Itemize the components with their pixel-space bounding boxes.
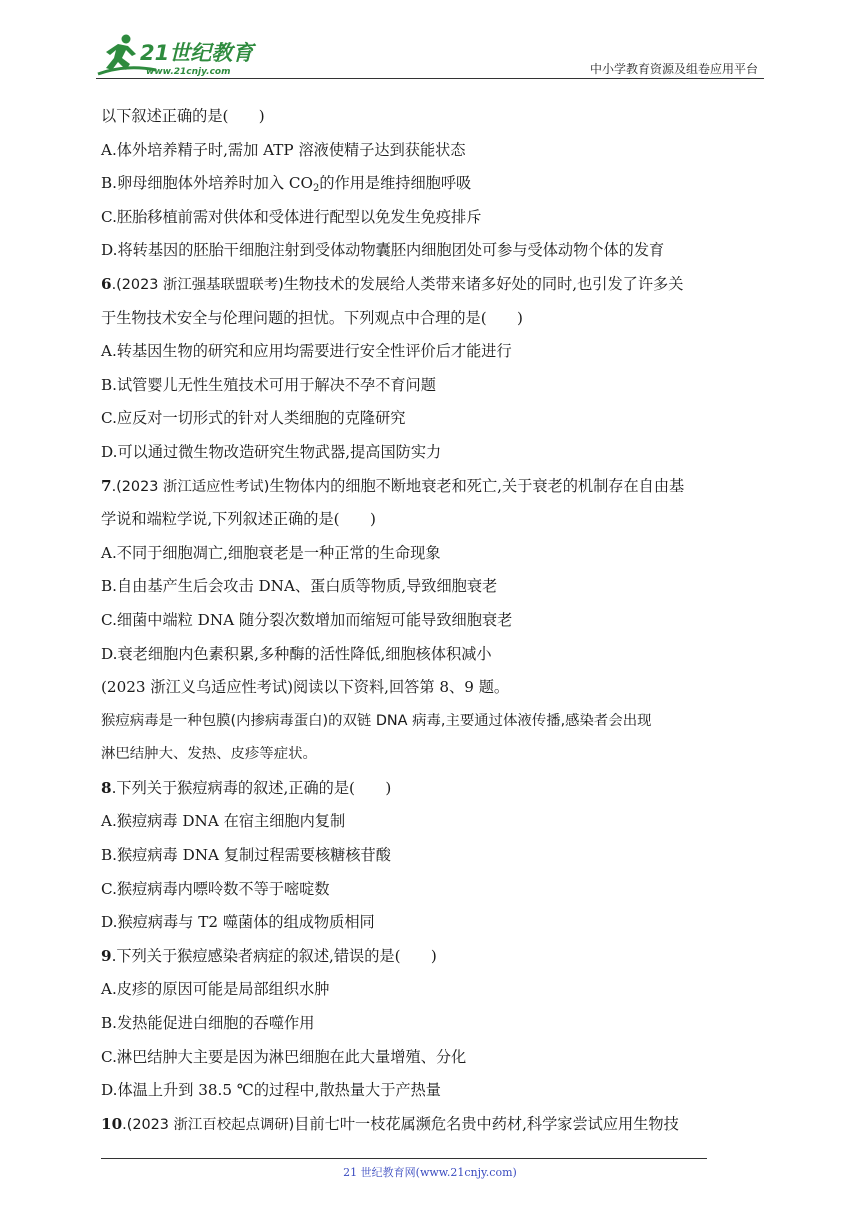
text-line: C.淋巴结肿大主要是因为淋巴细胞在此大量增殖、分化 [101,1047,467,1066]
question-number: 7 [101,476,112,495]
logo-21cnjy [96,30,266,78]
question-source: .(2023 浙江百校起点调研) [122,1116,295,1133]
text-line: C.细菌中端粒 DNA 随分裂次数增加而缩短可能导致细胞衰老 [101,610,513,629]
text-line: 学说和端粒学说,下列叙述正确的是( ) [101,510,376,529]
text-line: A.不同于细胞凋亡,细胞衰老是一种正常的生命现象 [101,543,441,562]
question-text: 目前七叶一枝花属濒危名贵中药材,科学家尝试应用生物技 [294,1114,679,1133]
text-line: B.发热能促进白细胞的吞噬作用 [101,1014,315,1033]
text-line: A.体外培养精子时,需加 ATP 溶液使精子达到获能状态 [101,140,466,159]
text-line [101,1108,771,1142]
text-line: C.胚胎移植前需对供体和受体进行配型以免发生免疫排斥 [101,207,482,226]
logo-sub-text: www.21cnjy.com [146,67,231,77]
option-line: B.卵母细胞体外培养时加入 $CO_2$的作用是维持细胞呼吸 [101,174,472,195]
text-line: D.可以通过微生物改造研究生物武器,提高国防实力 [101,442,442,461]
text-line: A.转基因生物的研究和应用均需要进行安全性评价后才能进行 [101,342,512,361]
logo-main-text: 21世纪教育 [140,41,254,65]
text-line: D.体温上升到 38.5 ℃的过程中,散热量大于产热量 [101,1081,441,1100]
question-text: .下列关于猴痘感染者病症的叙述,错误的是( ) [111,946,437,965]
text-line: B.试管婴儿无性生殖技术可用于解决不孕不育问题 [101,375,436,394]
question-number: 9 [101,946,112,965]
question-text: 生物技术的发展给人类带来诸多好处的同时,也引发了许多关 [283,274,684,293]
text-line: D.猴痘病毒与 T2 噬菌体的组成物质相同 [101,913,375,932]
question-number: 8 [101,778,112,797]
question-number: 10 [101,1114,123,1133]
text-line: C.应反对一切形式的针对人类细胞的克隆研究 [101,409,406,428]
text-line [101,268,771,302]
footer-divider [101,1158,707,1159]
question-text: 生物体内的细胞不断地衰老和死亡,关于衰老的机制存在自由基 [269,476,685,495]
text-line: (2023 浙江义乌适应性考试)阅读以下资料,回答第 8、9 题。 [101,678,510,697]
text-line: B.自由基产生后会攻击 DNA、蛋白质等物质,导致细胞衰老 [101,577,498,596]
text-line: A.皮疹的原因可能是局部组织水肿 [101,980,330,999]
footer-text[interactable]: 21 世纪教育网(www.21cnjy.com) [343,1166,517,1179]
text-line [101,470,771,504]
platform-text: 中小学教育资源及组卷应用平台 [589,62,758,76]
text-line: C.猴痘病毒内嘌呤数不等于嘧啶数 [101,879,330,898]
passage-line: 淋巴结肿大、发热、皮疹等症状。 [101,746,317,763]
text-line [101,772,771,806]
question-source: .(2023 浙江适应性考试) [111,478,270,495]
text-line: D.将转基因的胚胎干细胞注射到受体动物囊胚内细胞团处可参与受体动物个体的发育 [101,241,665,260]
header-divider [96,78,764,79]
question-text: .下列关于猴痘病毒的叙述,正确的是( ) [111,778,392,797]
text-line: 以下叙述正确的是( ) [101,107,265,125]
text-line: D.衰老细胞内色素积累,多种酶的活性降低,细胞核体积减小 [101,644,492,663]
page-header [96,30,764,80]
text-line: A.猴痘病毒 DNA 在宿主细胞内复制 [101,812,346,831]
text-line [101,940,771,974]
exam-content [101,100,771,1141]
question-number: 6 [101,274,112,293]
text-line: B.猴痘病毒 DNA 复制过程需要核糖核苷酸 [101,846,391,865]
text-line: 于生物技术安全与伦理问题的担忧。下列观点中合理的是( ) [101,308,523,327]
passage-line: 猴痘病毒是一种包膜(内掺病毒蛋白)的双链 DNA 病毒,主要通过体液传播,感染者会出现 [101,712,652,729]
question-source: .(2023 浙江强基联盟联考) [111,276,284,293]
